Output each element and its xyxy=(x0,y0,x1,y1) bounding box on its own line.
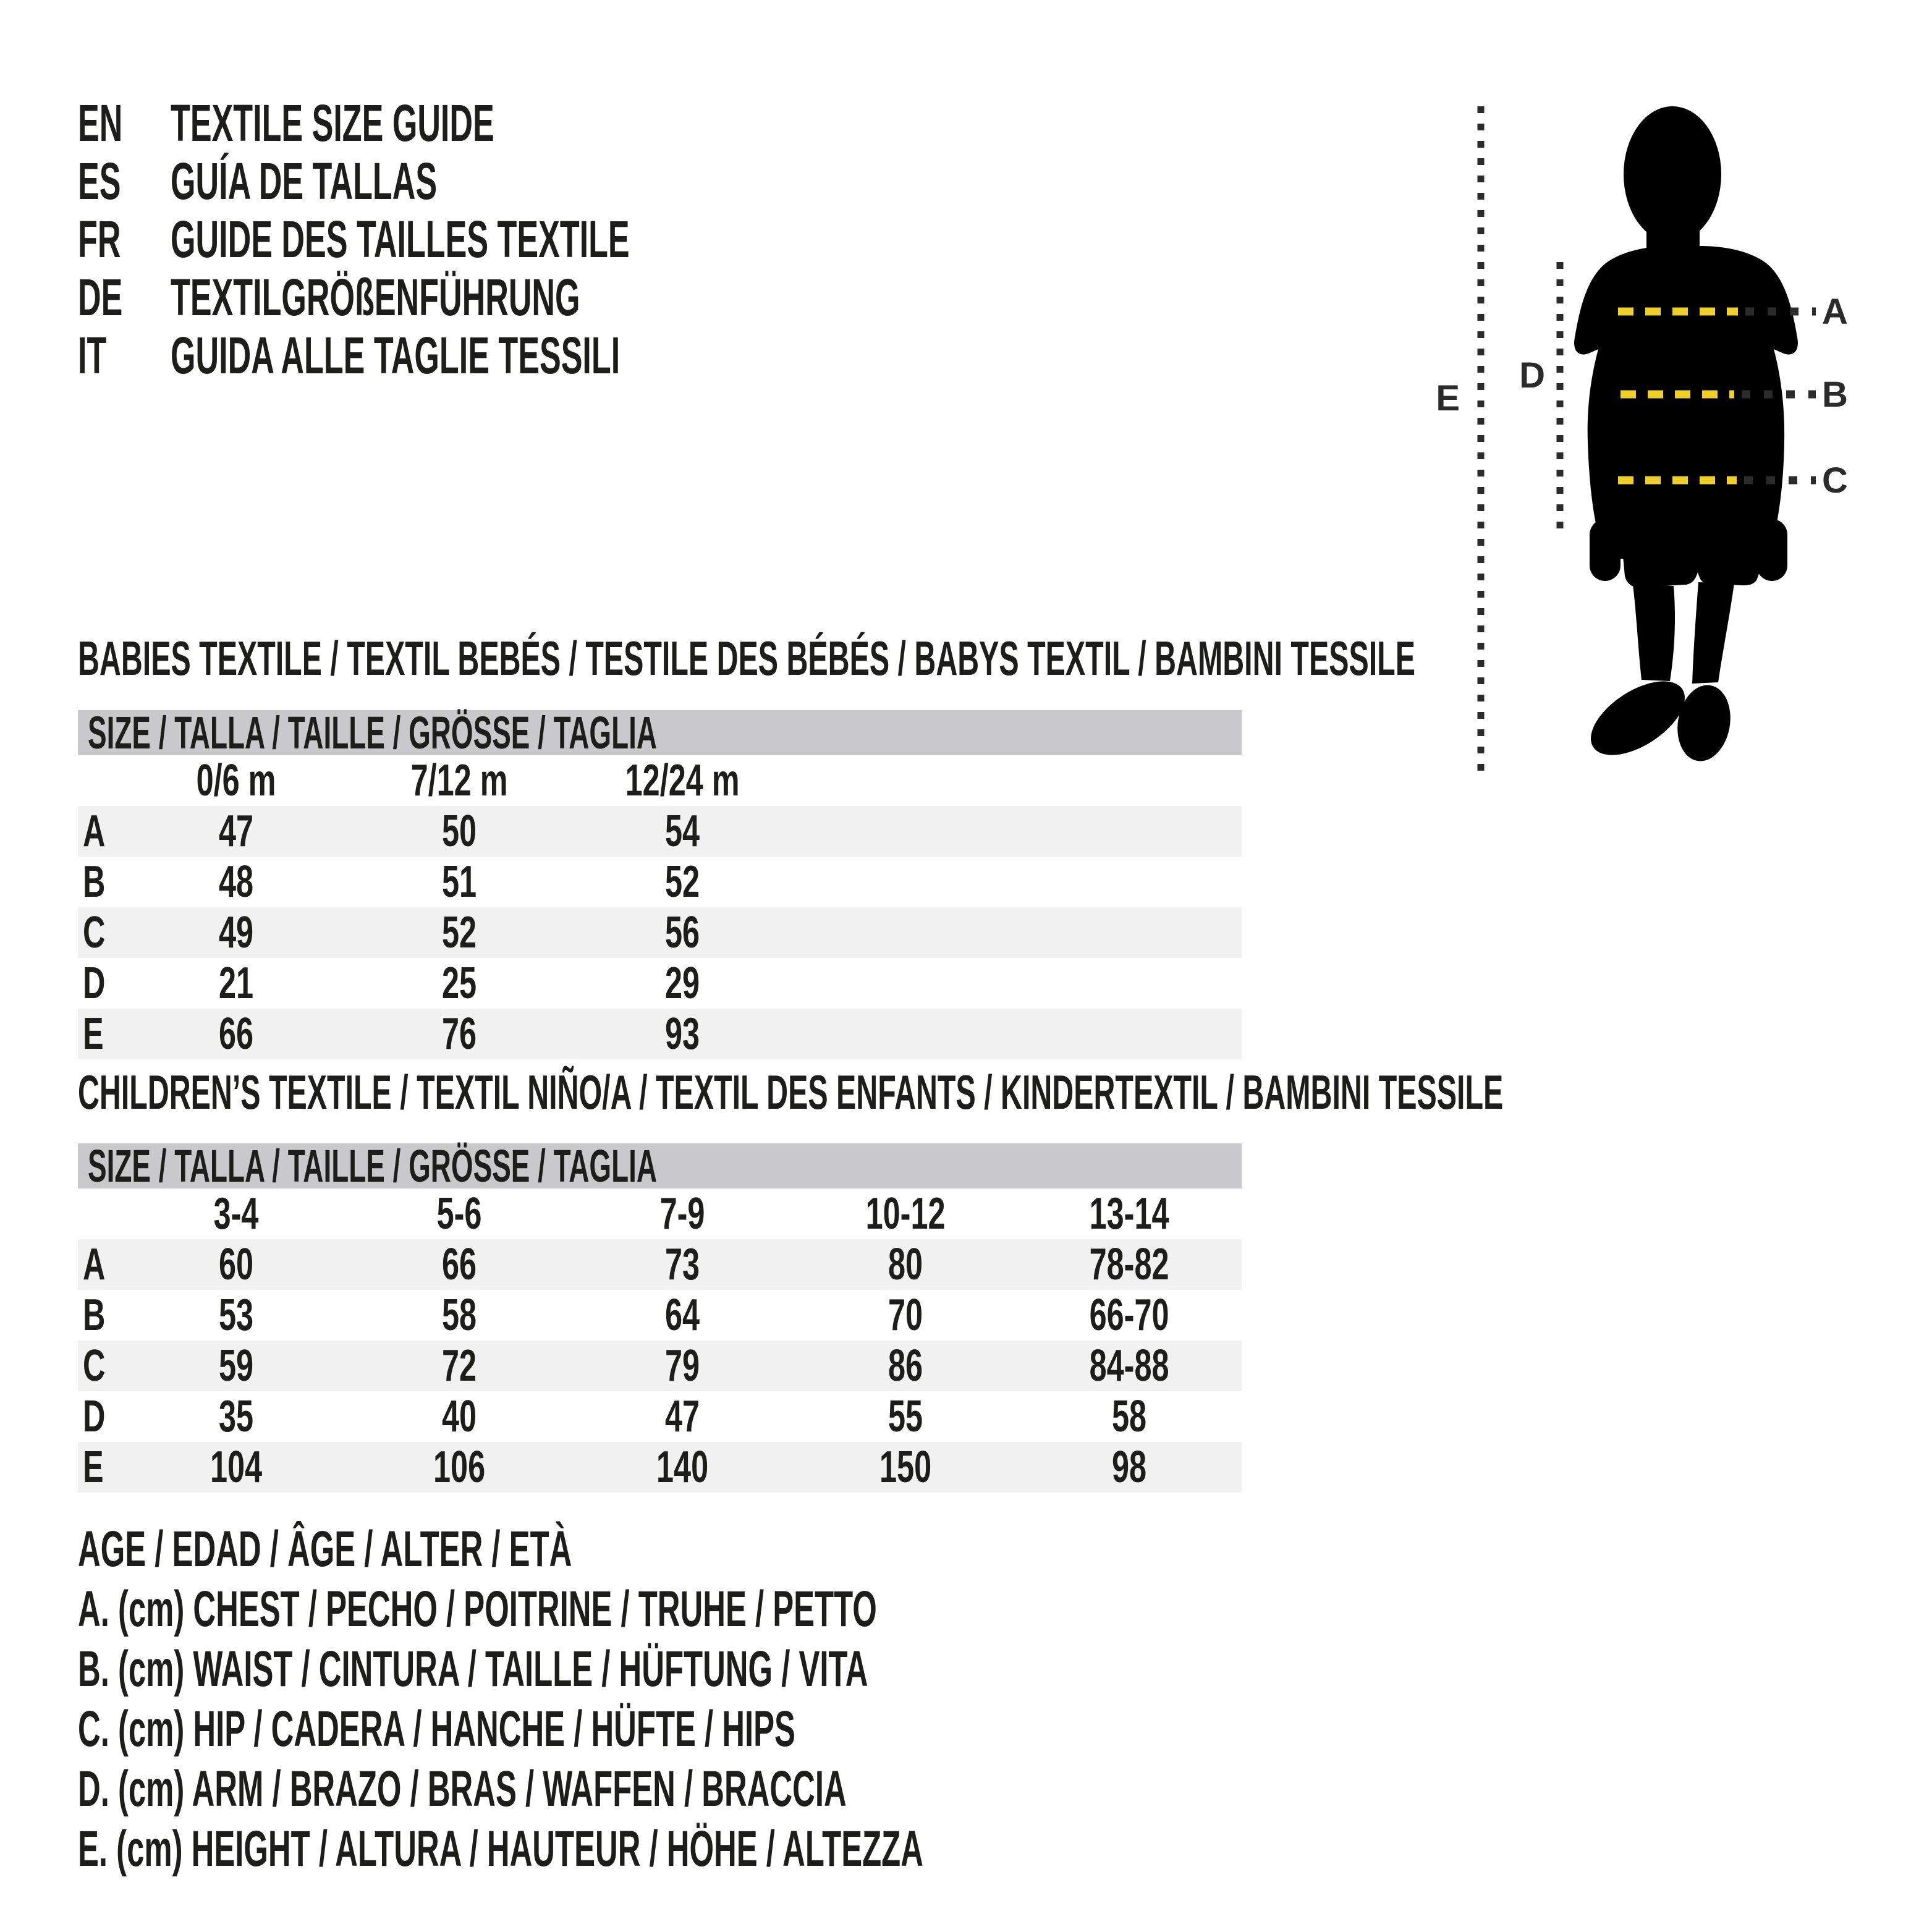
row-label: E xyxy=(83,1443,104,1492)
silhouette-shirt xyxy=(1574,246,1798,559)
table-row-d xyxy=(78,958,1242,1009)
lang-code-text: IT xyxy=(78,326,107,384)
size-cell: 106 xyxy=(433,1443,486,1492)
size-cell: 21 xyxy=(219,959,254,1008)
size-cell: 84-88 xyxy=(1090,1341,1169,1391)
legend-line-arm: D. (cm) ARM / BRAZO / BRAS / WAFFEN / BRACCIA xyxy=(78,1761,847,1817)
babies-size-header-bar xyxy=(78,707,1242,758)
lang-code xyxy=(78,152,171,210)
babies-size-table xyxy=(78,755,1242,1059)
lang-row-it xyxy=(78,326,911,384)
column-header: 12/24 m xyxy=(625,756,740,805)
row-label: B xyxy=(83,1290,106,1340)
size-cell: 29 xyxy=(665,959,700,1008)
size-cell: 72 xyxy=(442,1341,477,1391)
children-column-header-row xyxy=(78,1188,1242,1239)
silhouette-left-hand xyxy=(1590,519,1621,581)
lang-title-text: GUÍA DE TALLAS xyxy=(171,152,438,210)
size-cell: 93 xyxy=(665,1009,700,1059)
lang-code xyxy=(78,210,171,268)
size-cell: 35 xyxy=(219,1392,254,1441)
size-cell: 98 xyxy=(1112,1443,1147,1492)
column-header: 5-6 xyxy=(437,1189,482,1239)
size-cell: 47 xyxy=(665,1392,700,1441)
size-cell: 50 xyxy=(442,807,477,856)
column-header: 0/6 m xyxy=(197,756,276,805)
children-size-header-bar xyxy=(78,1140,1242,1192)
children-size-table xyxy=(78,1188,1242,1493)
lang-code xyxy=(78,94,171,152)
silhouette-right-hand xyxy=(1756,519,1787,581)
hip-label: C xyxy=(1822,460,1848,501)
size-cell: 64 xyxy=(665,1290,700,1340)
empty-cell xyxy=(794,958,1242,1009)
size-cell: 52 xyxy=(442,908,477,957)
babies-heading-text: BABIES TEXTILE / TEXTIL BEBÉS / TESTILE DES BÉBÉS / BABYS TEXTIL / BAMBINI TESSILE xyxy=(78,631,1415,685)
size-cell: 78-82 xyxy=(1090,1240,1169,1289)
row-label: E xyxy=(83,1009,104,1059)
lang-row-es xyxy=(78,152,911,210)
chest-label: A xyxy=(1822,292,1848,332)
children-section-heading xyxy=(78,1064,1932,1120)
column-header: 3-4 xyxy=(214,1189,259,1239)
empty-cell xyxy=(794,907,1242,958)
size-cell: 59 xyxy=(219,1341,254,1391)
size-cell: 76 xyxy=(442,1009,477,1059)
size-cell: 48 xyxy=(219,857,254,907)
size-cell: 66-70 xyxy=(1090,1290,1169,1340)
size-cell: 51 xyxy=(442,857,477,907)
size-cell: 58 xyxy=(442,1290,477,1340)
table-row-d xyxy=(78,1391,1242,1442)
babies-size-header-text: SIZE / TALLA / TAILLE / GRÖSSE / TAGLIA xyxy=(88,707,657,758)
lang-row-en xyxy=(78,94,911,152)
size-cell: 47 xyxy=(219,807,254,856)
size-cell: 66 xyxy=(442,1240,477,1289)
babies-section-heading xyxy=(78,630,1932,686)
row-label: C xyxy=(83,908,106,957)
legend-line-waist: B. (cm) WAIST / CINTURA / TAILLE / HÜFTUNG / VITA xyxy=(78,1641,868,1697)
size-cell: 52 xyxy=(665,857,700,907)
waist-label: B xyxy=(1822,375,1848,415)
legend-line-age: AGE / EDAD / ÂGE / ALTER / ETÀ xyxy=(78,1521,572,1577)
lang-row-de xyxy=(78,268,911,326)
column-header: 13-14 xyxy=(1090,1189,1169,1239)
size-cell: 40 xyxy=(442,1392,477,1441)
empty-cell xyxy=(794,806,1242,857)
lang-code-text: EN xyxy=(78,94,123,152)
empty-cell xyxy=(794,755,1242,806)
table-row-c xyxy=(78,1341,1242,1391)
lang-row-fr xyxy=(78,210,911,268)
language-title-list xyxy=(78,94,911,384)
size-cell: 70 xyxy=(888,1290,923,1340)
lang-title-text: TEXTILE SIZE GUIDE xyxy=(171,94,494,152)
empty-cell xyxy=(78,755,125,806)
height-label: E xyxy=(1436,378,1460,418)
size-cell: 73 xyxy=(665,1240,700,1289)
size-cell: 54 xyxy=(665,807,700,856)
row-label: B xyxy=(83,857,106,907)
lang-code-text: DE xyxy=(78,268,123,326)
table-row-b xyxy=(78,857,1242,907)
children-heading-text: CHILDREN’S TEXTILE / TEXTIL NIÑO/A / TEXTIL DES ENFANTS / KINDERTEXTIL / BAMBINI TESSILE xyxy=(78,1065,1504,1119)
lang-code-text: FR xyxy=(78,210,121,268)
size-cell: 140 xyxy=(656,1443,709,1492)
column-header: 10-12 xyxy=(866,1189,946,1239)
table-row-b xyxy=(78,1290,1242,1341)
row-label: D xyxy=(83,959,106,1008)
size-cell: 66 xyxy=(219,1009,254,1059)
legend-line-height: E. (cm) HEIGHT / ALTURA / HAUTEUR / HÖHE / ALTEZZA xyxy=(78,1821,923,1877)
babies-column-header-row xyxy=(78,755,1242,806)
row-label: A xyxy=(83,807,106,856)
size-cell: 55 xyxy=(888,1392,923,1441)
size-cell: 25 xyxy=(442,959,477,1008)
column-header: 7-9 xyxy=(660,1189,705,1239)
lang-title-text: TEXTILGRÖßENFÜHRUNG xyxy=(171,268,580,326)
table-row-e xyxy=(78,1009,1242,1059)
table-row-a xyxy=(78,1239,1242,1290)
column-header: 7/12 m xyxy=(411,756,508,805)
measurement-legend xyxy=(78,1519,1441,1879)
legend-line-chest: A. (cm) CHEST / PECHO / POITRINE / TRUHE / PETTO xyxy=(78,1581,877,1637)
table-row-a xyxy=(78,806,1242,857)
row-label: A xyxy=(83,1240,106,1289)
arm-label: D xyxy=(1519,355,1545,396)
lang-code xyxy=(78,326,171,384)
lang-title-text: GUIDE DES TAILLES TEXTILE xyxy=(171,210,630,268)
empty-cell xyxy=(78,1188,125,1239)
empty-cell xyxy=(794,1009,1242,1059)
lang-code-text: ES xyxy=(78,152,121,210)
size-cell: 56 xyxy=(665,908,700,957)
lang-code xyxy=(78,268,171,326)
table-row-e xyxy=(78,1442,1242,1493)
children-size-header-text: SIZE / TALLA / TAILLE / GRÖSSE / TAGLIA xyxy=(88,1140,657,1192)
size-cell: 104 xyxy=(210,1443,263,1492)
size-cell: 86 xyxy=(888,1341,923,1391)
size-cell: 58 xyxy=(1112,1392,1147,1441)
size-cell: 150 xyxy=(879,1443,932,1492)
legend-line-hip: C. (cm) HIP / CADERA / HANCHE / HÜFTE / HIPS xyxy=(78,1701,795,1757)
size-cell: 79 xyxy=(665,1341,700,1391)
size-cell: 49 xyxy=(219,908,254,957)
size-cell: 60 xyxy=(219,1240,254,1289)
empty-cell xyxy=(794,857,1242,907)
size-cell: 53 xyxy=(219,1290,254,1340)
row-label: C xyxy=(83,1341,106,1391)
silhouette-shorts xyxy=(1623,556,1762,587)
lang-title-text: GUIDA ALLE TAGLIE TESSILI xyxy=(171,326,621,384)
row-label: D xyxy=(83,1392,106,1441)
table-row-c xyxy=(78,907,1242,958)
size-cell: 80 xyxy=(888,1240,923,1289)
